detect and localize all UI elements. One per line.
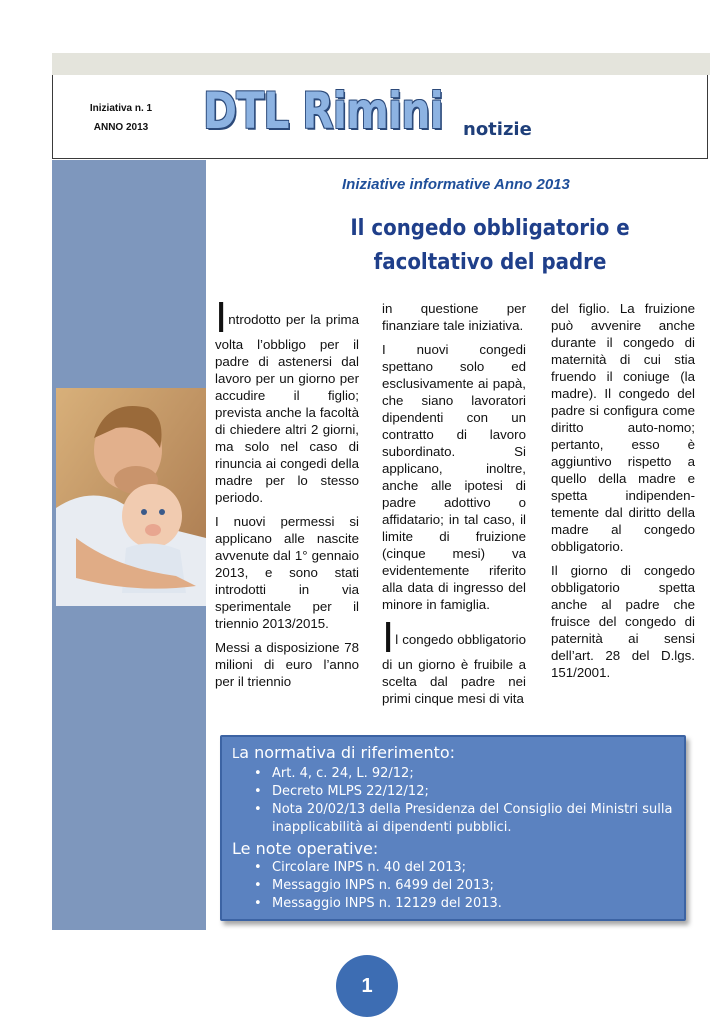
paragraph: del figlio. La fruizione può avvenire anche durante il congedo di maternità di cui stia fruendo il coniuge (la madre). Il congedo del padre si configura come diritto auto-nomo; pertanto, esso è aggiuntivo rispetto a quello della madre e spetta indipenden-temente dal diritto della madre al congedo obbligatorio. bbox=[551, 301, 695, 554]
article-column-3 bbox=[551, 300, 695, 688]
norms-heading-initial: L bbox=[232, 747, 240, 762]
paragraph bbox=[382, 613, 526, 707]
paragraph: in questione per finanziare tale iniziativa. bbox=[382, 301, 526, 333]
brand-logo: DTL Rimini bbox=[203, 82, 443, 140]
list-item: • Art. 4, c. 24, L. 92/12; bbox=[272, 765, 674, 783]
norms-list bbox=[232, 765, 674, 837]
paragraph: Il giorno di congedo obbligatorio spetta anche al padre che fruisce del congedo di paternità ai sensi dell’art. 28 del D.lgs. 151/2001. bbox=[551, 563, 695, 680]
father-baby-photo bbox=[56, 388, 206, 606]
notes-list bbox=[232, 859, 674, 913]
article-kicker: Iniziative informative Anno 2013 bbox=[342, 176, 570, 193]
article-column-1 bbox=[215, 293, 359, 697]
article-column-2 bbox=[382, 300, 526, 714]
list-item: • Circolare INPS n. 40 del 2013; bbox=[272, 859, 674, 877]
norms-heading bbox=[232, 743, 674, 765]
norms-heading-text: a normativa di riferimento: bbox=[239, 743, 456, 762]
list-item: • Messaggio INPS n. 12129 del 2013. bbox=[272, 895, 674, 913]
paragraph: I nuovi permessi si applicano alle nascite avvenute dal 1° gennaio 2013, e sono stati introdotti in via sperimentale per il triennio 2013/2015. bbox=[215, 514, 359, 631]
top-strip bbox=[52, 53, 710, 75]
list-item: • Decreto MLPS 22/12/12; bbox=[272, 783, 674, 801]
masthead bbox=[52, 75, 708, 159]
drop-cap: I bbox=[382, 613, 395, 662]
paragraph-text: ntrodotto per la prima volta l’obbligo per il padre di astenersi dal lavoro per un giorno per accudire il figlio; prevista anche la facoltà di chiedere altri 2 giorni, ma solo nel caso di rinuncia ai congedi della madre per lo stesso periodo. bbox=[215, 312, 359, 505]
brand-subtitle: notizie bbox=[463, 119, 532, 140]
issue-info bbox=[86, 99, 156, 137]
issue-number: Iniziativa n. 1 bbox=[89, 103, 153, 114]
drop-cap: I bbox=[215, 293, 228, 342]
page-number: 1 bbox=[336, 955, 398, 1017]
paragraph: I nuovi congedi spettano solo ed esclusivamente ai papà, che siano lavoratori dipendenti con un contratto di lavoro subordinato. Si applicano, inoltre, anche alle ipotesi di padre adottivo o affidatario; in tal caso, il limite di fruizione (cinque mesi) va evidentemente riferito alla data di ingresso del minore in famiglia. bbox=[382, 342, 526, 612]
reference-box bbox=[220, 735, 686, 921]
paragraph-text: l congedo obbligatorio di un giorno è fruibile a scelta dal padre nei primi cinque mesi di vita bbox=[382, 632, 526, 706]
list-item: • Nota 20/02/13 della Presidenza del Consiglio dei Ministri sulla inapplicabilità ai dipendenti pubblici. bbox=[272, 801, 674, 837]
notes-heading: Le note operative: bbox=[232, 839, 379, 858]
paragraph: Messi a disposizione 78 milioni di euro l’anno per il triennio bbox=[215, 640, 359, 689]
issue-year: ANNO 2013 bbox=[93, 122, 149, 133]
article-headline: Il congedo obbligatorio e facoltativo del padre bbox=[350, 216, 630, 275]
paragraph bbox=[215, 293, 359, 506]
list-item: • Messaggio INPS n. 6499 del 2013; bbox=[272, 877, 674, 895]
